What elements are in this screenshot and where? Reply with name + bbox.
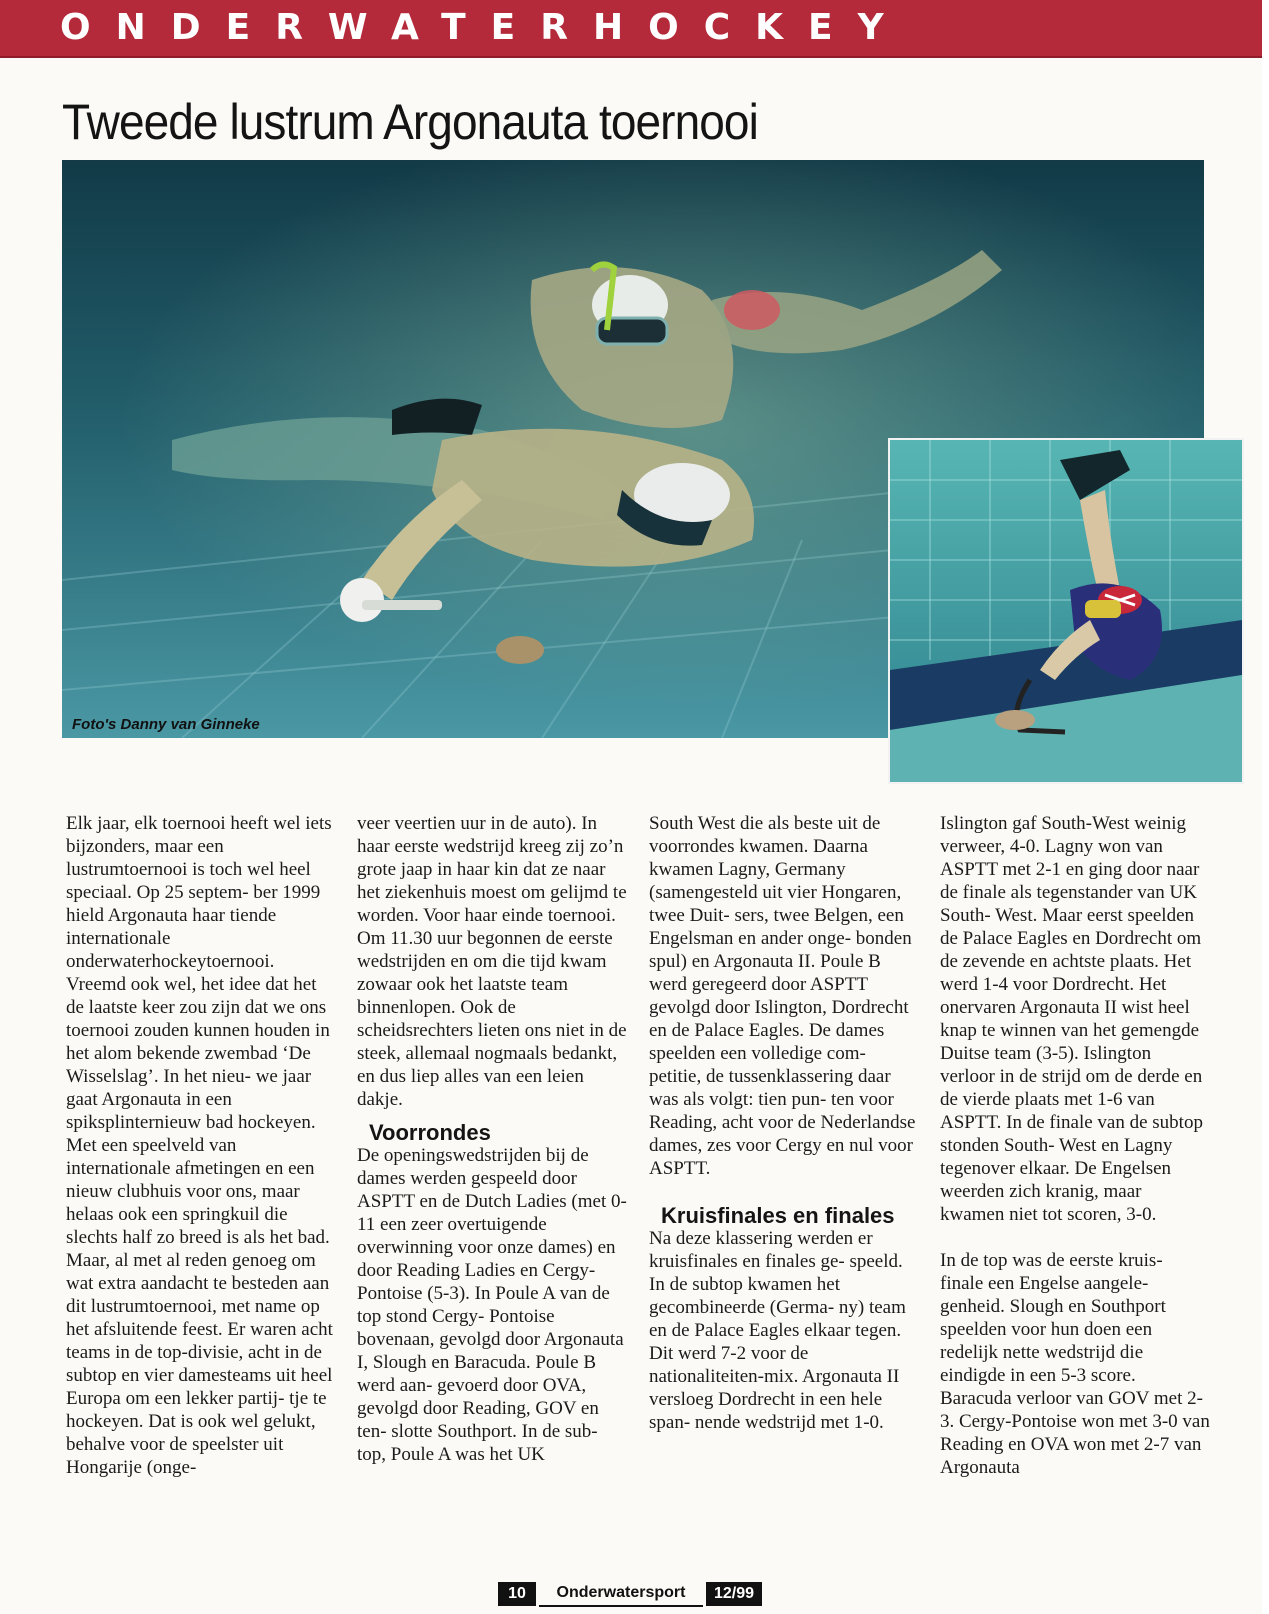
inset-photo: [888, 438, 1244, 784]
body-paragraph: Elk jaar, elk toernooi heeft wel iets bijzonders, maar een lustrumtoernooi is toch wel heel speciaal. Op 25 septem- ber 1999 hield Argonauta haar tiende internationale onderwaterhockeytoernooi. Vreemd ook wel, het idee dat het de laatste keer zou zijn dat we ons toernooi zouden kunnen houden in het alom bekende zwembad ‘De Wisselslag’. In het nieu- we jaar gaat Argonauta in een spiksplinternieuw bad hockeyen. Met een speelveld van internationale afmetingen en een nieuw clubhuis voor ons, maar helaas ook een springkuil die slechts half zo breed is als het bad. Maar, al met al reden genoeg om wat extra aandacht te besteden aan dit lustrumtoernooi, met name op het afsluitende feest. Er waren acht teams in de top-divisie, acht in de subtop en vier damesteams uit heel Europa om een lekker partij- tje te hockeyen. Dat is ook wel gelukt, behalve voor de speelster uit Hongarije (onge-: [66, 813, 333, 1478]
magazine-name: Onderwatersport: [539, 1581, 703, 1607]
section-title: ONDERWATERHOCKEY: [60, 7, 909, 48]
body-paragraph: Na deze klassering werden er kruisfinales en finales ge- speeld. In de subtop kwamen het gecombineerde (Germa- ny) team en de Palace Eagles elkaar tegen. Dit werd 7-2 voor de nationaliteiten-mix. Argonauta II versloeg Dordrecht in een hele span- nende wedstrijd met 1-0.: [649, 1228, 906, 1433]
section-banner: [0, 0, 1262, 58]
subheading-voorrondes: Voorrondes: [369, 1120, 491, 1145]
issue-number: 12/99: [706, 1582, 762, 1606]
body-paragraph: Islington gaf South-West weinig verweer, 4-0. Lagny won van ASPTT met 2-1 en ging door naar de finale als tegenstander van UK South- West. Maar eerst speelden de Palace Eagles en Dordrecht om de zevende en achtste plaats. Het werd 1-4 voor Dordrecht. Het onervaren Argonauta II wist heel knap te winnen van het gemengde Duitse team (3-5). Islington verloor in de strijd om de derde en de vierde plaats met 1-6 van ASPTT. In de finale van de subtop stonden South- West en Lagny tegenover elkaar. De Engelsen weerden zich kranig, maar kwamen niet tot scoren, 3-0.: [940, 813, 1203, 1225]
body-paragraph: De openingswedstrijden bij de dames werden gespeeld door ASPTT en de Dutch Ladies (met 0-11 een zeer overtuigende overwinning voor onze dames) en door Reading Ladies en Cergy- Pontoise (5-3). In Poule A van de top stond Cergy- Pontoise bovenaan, gevolgd door Argonauta I, Slough en Baracuda. Poule B werd aan- gevoerd door OVA, gevolgd door Reading, GOV en ten- slotte Southport. In de sub- top, Poule A was het UK: [357, 1145, 627, 1465]
body-paragraph: South West die als beste uit de voorrondes kwamen. Daarna kwamen Lagny, Germany (samengesteld uit vier Hongaren, twee Duit- sers, twee Belgen, een Engelsman en ander onge- bonden spul) en Argonauta II. Poule B werd geregeerd door ASPTT gevolgd door Islington, Dordrecht en de Palace Eagles. De dames speelden een volledige com- petitie, de tussenklassering daar was als volgt: tien pun- ten voor Reading, acht voor de Nederlandse dames, zes voor Cergy en nul voor ASPTT.: [649, 813, 916, 1179]
article-headline: Tweede lustrum Argonauta toernooi: [62, 94, 758, 150]
page-number: 10: [498, 1582, 536, 1606]
page-footer: [498, 1582, 762, 1606]
paragraph-gap: [940, 1226, 1210, 1249]
article-column-3: [649, 812, 919, 1434]
subheading-kruisfinales: Kruisfinales en finales: [661, 1203, 895, 1228]
article-column-2: [357, 812, 627, 1466]
article-column-4: [940, 812, 1210, 1479]
body-paragraph: veer veertien uur in de auto). In haar eerste wedstrijd kreeg zij zo’n grote jaap in haar kin dat ze naar het ziekenhuis moest om gelijmd te worden. Voor haar einde toernooi. Om 11.30 uur begonnen de eerste wedstrijden en om die tijd kwam zowaar ook het laatste team binnenlopen. Ook de scheidsrechters lieten ons niet in de steek, allemaal nogmaals bedankt, en dus liep alles van een leien dakje.: [357, 813, 627, 1110]
page-edge: [1262, 0, 1269, 1614]
photo-credit: Foto's Danny van Ginneke: [72, 716, 260, 733]
article-column-1: [66, 812, 336, 1479]
body-paragraph: In de top was de eerste kruis- finale een Engelse aangele- genheid. Slough en Southport speelden voor hun doen een redelijk nette wedstrijd die eindigde in een 5-3 score. Baracuda verloor van GOV met 2-3. Cergy-Pontoise won met 3-0 van Reading en OVA won met 2-7 van Argonauta: [940, 1250, 1210, 1478]
